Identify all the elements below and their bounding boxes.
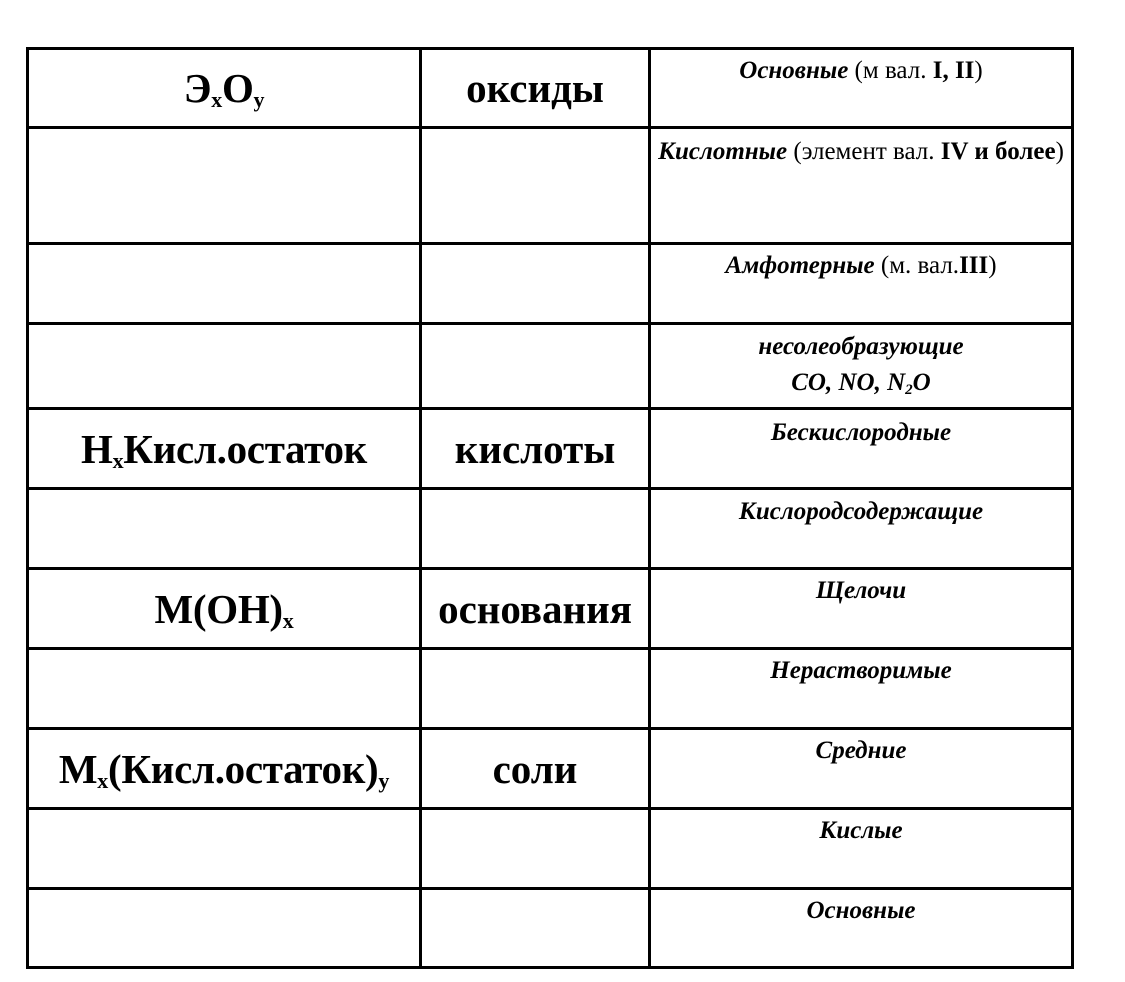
class-cell-acids (422, 410, 648, 487)
subtype-text: Кислые (819, 817, 903, 844)
subtype-text: Щелочи (815, 577, 907, 604)
subtype-cell-basic-salts (651, 890, 1071, 966)
formula-cell-bases (29, 570, 419, 647)
class-name: соли (492, 745, 578, 792)
formula-text: $H_xКисл.остаток$ (81, 425, 367, 473)
subtype-text: Нерастворимые (770, 657, 952, 684)
formula-cell-salts (29, 730, 419, 807)
subtype-text: Амфотерные (м. вал.III) (725, 252, 997, 279)
subtype-cell-non-salt-forming-oxides (651, 325, 1071, 407)
subtype-cell-basic-oxides (651, 50, 1071, 126)
formula-text: $Э_xO_y$ (183, 65, 265, 112)
formula-cell-oxides (29, 50, 419, 126)
class-cell-bases (422, 570, 648, 647)
formula-text: $M_x(Кисл.остаток)_y$ (58, 745, 390, 793)
class-cell-oxides (422, 50, 648, 126)
subtype-text: Основные (м вал. I, II) (739, 57, 983, 84)
table-border-right (1071, 47, 1074, 969)
subtype-cell-acid-salts (651, 810, 1071, 887)
class-cell-salts (422, 730, 648, 807)
subtype-text: Кислотные (элемент вал. IV и более) (658, 138, 1064, 165)
subtype-text: Бескислородные (770, 419, 952, 446)
subtype-text: несолеобразующие CO, NO, $N_2O$ (758, 333, 964, 399)
subtype-cell-amphoteric-oxides (651, 245, 1071, 322)
formula-cell-acids (29, 410, 419, 487)
column-divider (419, 47, 422, 969)
classification-table (26, 47, 1074, 969)
subtype-cell-insoluble-bases (651, 650, 1071, 727)
table-border-bottom (26, 966, 1074, 969)
subtype-text: Средние (815, 737, 907, 764)
class-name: оксиды (466, 65, 604, 111)
subtype-cell-acidic-oxides (651, 129, 1071, 242)
formula-text: $M(OH)_x$ (154, 585, 294, 633)
subtype-cell-alkalis (651, 570, 1071, 647)
subtype-text: Кислородсодержащие (738, 498, 984, 525)
subtype-cell-oxygen-free-acids (651, 410, 1071, 487)
class-name: основания (438, 585, 632, 632)
subtype-cell-oxygen-containing-acids (651, 490, 1071, 567)
subtype-text: Основные (806, 897, 916, 924)
class-name: кислоты (454, 425, 616, 472)
subtype-cell-normal-salts (651, 730, 1071, 807)
table-border-left (26, 47, 29, 969)
